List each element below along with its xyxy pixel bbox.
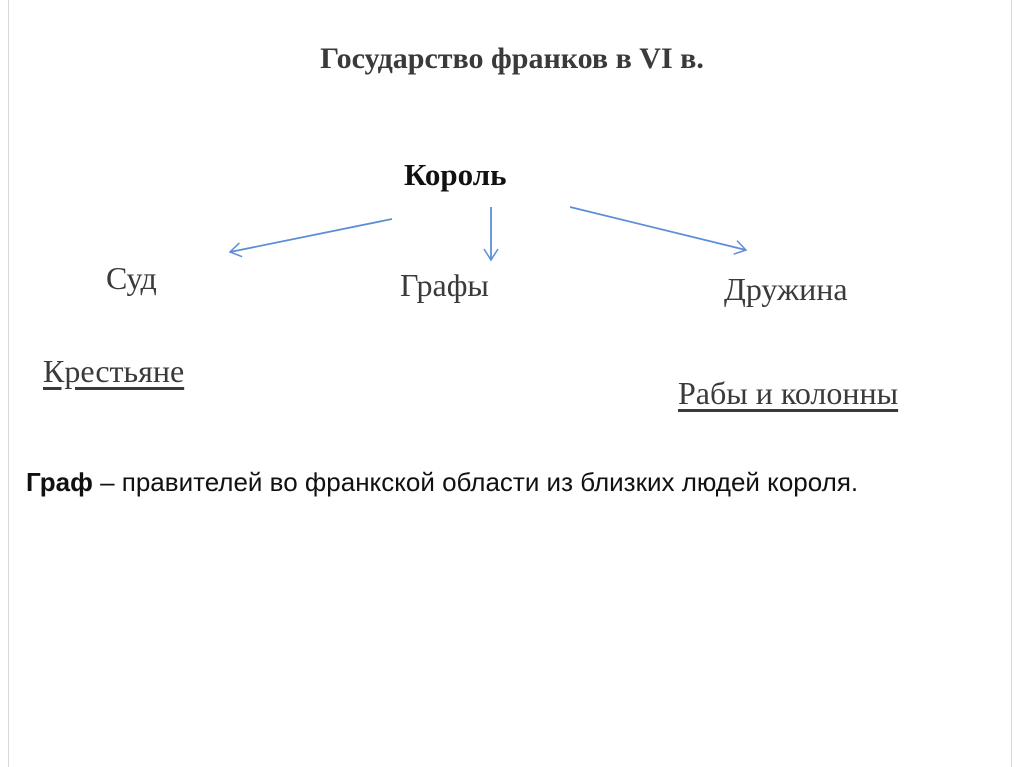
diagram-title: Государство франков в VI в. xyxy=(320,42,704,75)
node-king: Король xyxy=(404,157,507,192)
definition-term: Граф xyxy=(26,467,93,497)
definition-paragraph xyxy=(26,463,986,502)
node-retinue: Дружина xyxy=(724,271,848,307)
definition-text: – правителей во франкской области из близких людей короля. xyxy=(92,467,859,497)
node-court: Суд xyxy=(106,260,157,296)
arrow-king-to-court xyxy=(230,219,392,252)
node-peasants: Крестьяне xyxy=(43,353,185,389)
node-counts: Графы xyxy=(400,267,489,303)
node-slaves-and-coloni: Рабы и колонны xyxy=(678,375,899,411)
arrow-king-to-retinue xyxy=(570,207,746,250)
